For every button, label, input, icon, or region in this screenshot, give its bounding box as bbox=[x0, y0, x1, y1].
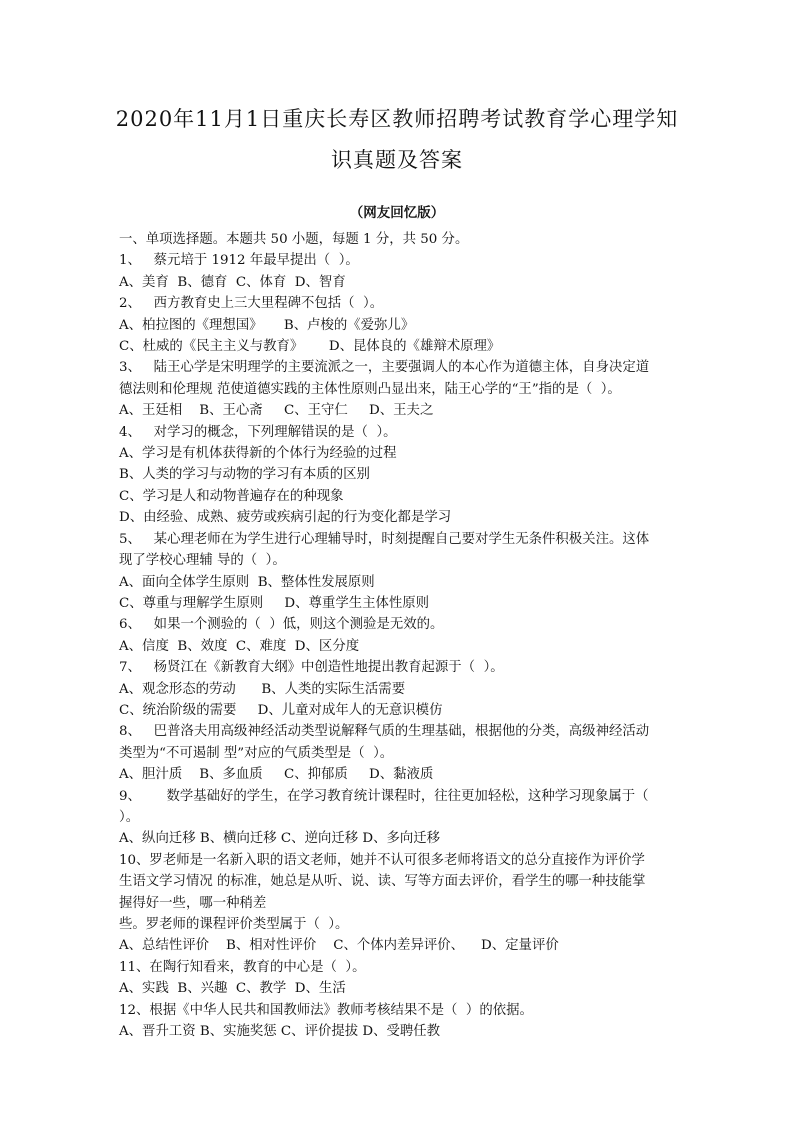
text-line: A、胆汁质 B、多血质 C、抑郁质 D、黏液质 bbox=[119, 767, 434, 783]
text-line: 现了学校心理辅 导的（ ）。 bbox=[119, 553, 286, 569]
text-line: 11、在陶行知看来，教育的中心是（ ）。 bbox=[119, 959, 366, 975]
text-line: A、观念形态的劳动 B、人类的实际生活需要 bbox=[119, 681, 406, 697]
page-title-line-2: 识真题及答案 bbox=[331, 148, 463, 172]
text-line: A、柏拉图的《理想国》 B、卢梭的《爱弥儿》 bbox=[119, 317, 415, 333]
text-line: A、学习是有机体获得新的个体行为经验的过程 bbox=[119, 446, 397, 462]
page-title-line-1: 2020年11月1日重庆长寿区教师招聘考试教育学心理学知 bbox=[115, 107, 679, 131]
text-line: 德法则和伦理规 范使道德实践的主体性原则凸显出来，陆王心学的“王”指的是（ ）。 bbox=[119, 381, 621, 397]
text-line: A、王廷相 B、王心斋 C、王守仁 D、王夫之 bbox=[119, 403, 434, 419]
text-line: C、杜威的《民主主义与教育》 D、昆体良的《雄辩术原理》 bbox=[119, 339, 501, 355]
text-line: A、美育 B、德育 C、体育 D、智育 bbox=[119, 274, 346, 290]
text-line: 生语文学习情况 的标准，她总是从听、说、读、写等方面去评价，看学生的哪一种技能掌 bbox=[119, 874, 646, 890]
text-line: 2、 西方教育史上三大里程碑不包括（ ）。 bbox=[119, 296, 384, 312]
text-line: 握得好一些，哪一种稍差 bbox=[119, 895, 267, 911]
text-line: B、人类的学习与动物的学习有本质的区别 bbox=[119, 467, 370, 483]
text-line: C、统治阶级的需要 D、儿童对成年人的无意识模仿 bbox=[119, 702, 443, 718]
text-line: 12、根据《中华人民共和国教师法》教师考核结果不是（ ）的依据。 bbox=[119, 1002, 533, 1018]
text-line: A、面向全体学生原则 B、整体性发展原则 bbox=[119, 574, 375, 590]
text-line: 7、 杨贤江在《新教育大纲》中创造性地提出教育起源于（ ）。 bbox=[119, 660, 504, 676]
text-line: 些。罗老师的课程评价类型属于（ ）。 bbox=[119, 917, 349, 932]
text-line: 3、 陆王心学是宋明理学的主要流派之一，主要强调人的本心作为道德主体，自身决定道 bbox=[119, 360, 650, 376]
text-line: 9、 数学基础好的学生，在学习教育统计课程时，往往更加轻松，这种学习现象属于（ bbox=[119, 788, 649, 804]
text-line: C、尊重与理解学生原则 D、尊重学生主体性原则 bbox=[119, 595, 430, 611]
text-line: 4、 对学习的概念，下列理解错误的是（ ）。 bbox=[119, 424, 397, 440]
text-line: 5、 某心理老师在为学生进行心理辅导时，时刻提醒自己要对学生无条件积极关注。这体 bbox=[119, 531, 650, 547]
text-line: A、纵向迁移 B、横向迁移 C、逆向迁移 D、多向迁移 bbox=[119, 831, 441, 847]
text-line: 8、 巴普洛夫用高级神经活动类型说解释气质的生理基础，根据他的分类，高级神经活动 bbox=[119, 724, 650, 740]
page-subtitle: （网友回忆版） bbox=[349, 205, 445, 221]
text-line: 10、罗老师是一名新入职的语文老师，她并不认可很多老师将语文的总分直接作为评价学 bbox=[119, 852, 645, 868]
text-line: A、晋升工资 B、实施奖惩 C、评价提拔 D、受聘任教 bbox=[119, 1024, 441, 1040]
text-line: A、总结性评价 B、相对性评价 C、个体内差异评价、 D、定量评价 bbox=[119, 938, 559, 954]
text-line: ）。 bbox=[119, 809, 140, 825]
text-line: A、实践 B、兴趣 C、教学 D、生活 bbox=[119, 981, 346, 997]
text-line: A、信度 B、效度 C、难度 D、区分度 bbox=[119, 638, 360, 654]
text-line: C、学习是人和动物普遍存在的种现象 bbox=[119, 488, 344, 504]
text-line: D、由经验、成熟、疲劳或疾病引起的行为变化都是学习 bbox=[119, 510, 452, 526]
text-line: 一、单项选择题。本题共 50 小题，每题 1 分，共 50 分。 bbox=[119, 232, 469, 247]
text-line: 1、 蔡元培于 1912 年最早提出（ ）。 bbox=[119, 253, 359, 269]
question-body bbox=[119, 229, 679, 1042]
text-line: 6、 如果一个测验的（ ）低，则这个测验是无效的。 bbox=[119, 617, 444, 633]
text-line: 类型为“不可遏制 型”对应的气质类型是（ ）。 bbox=[119, 745, 394, 761]
